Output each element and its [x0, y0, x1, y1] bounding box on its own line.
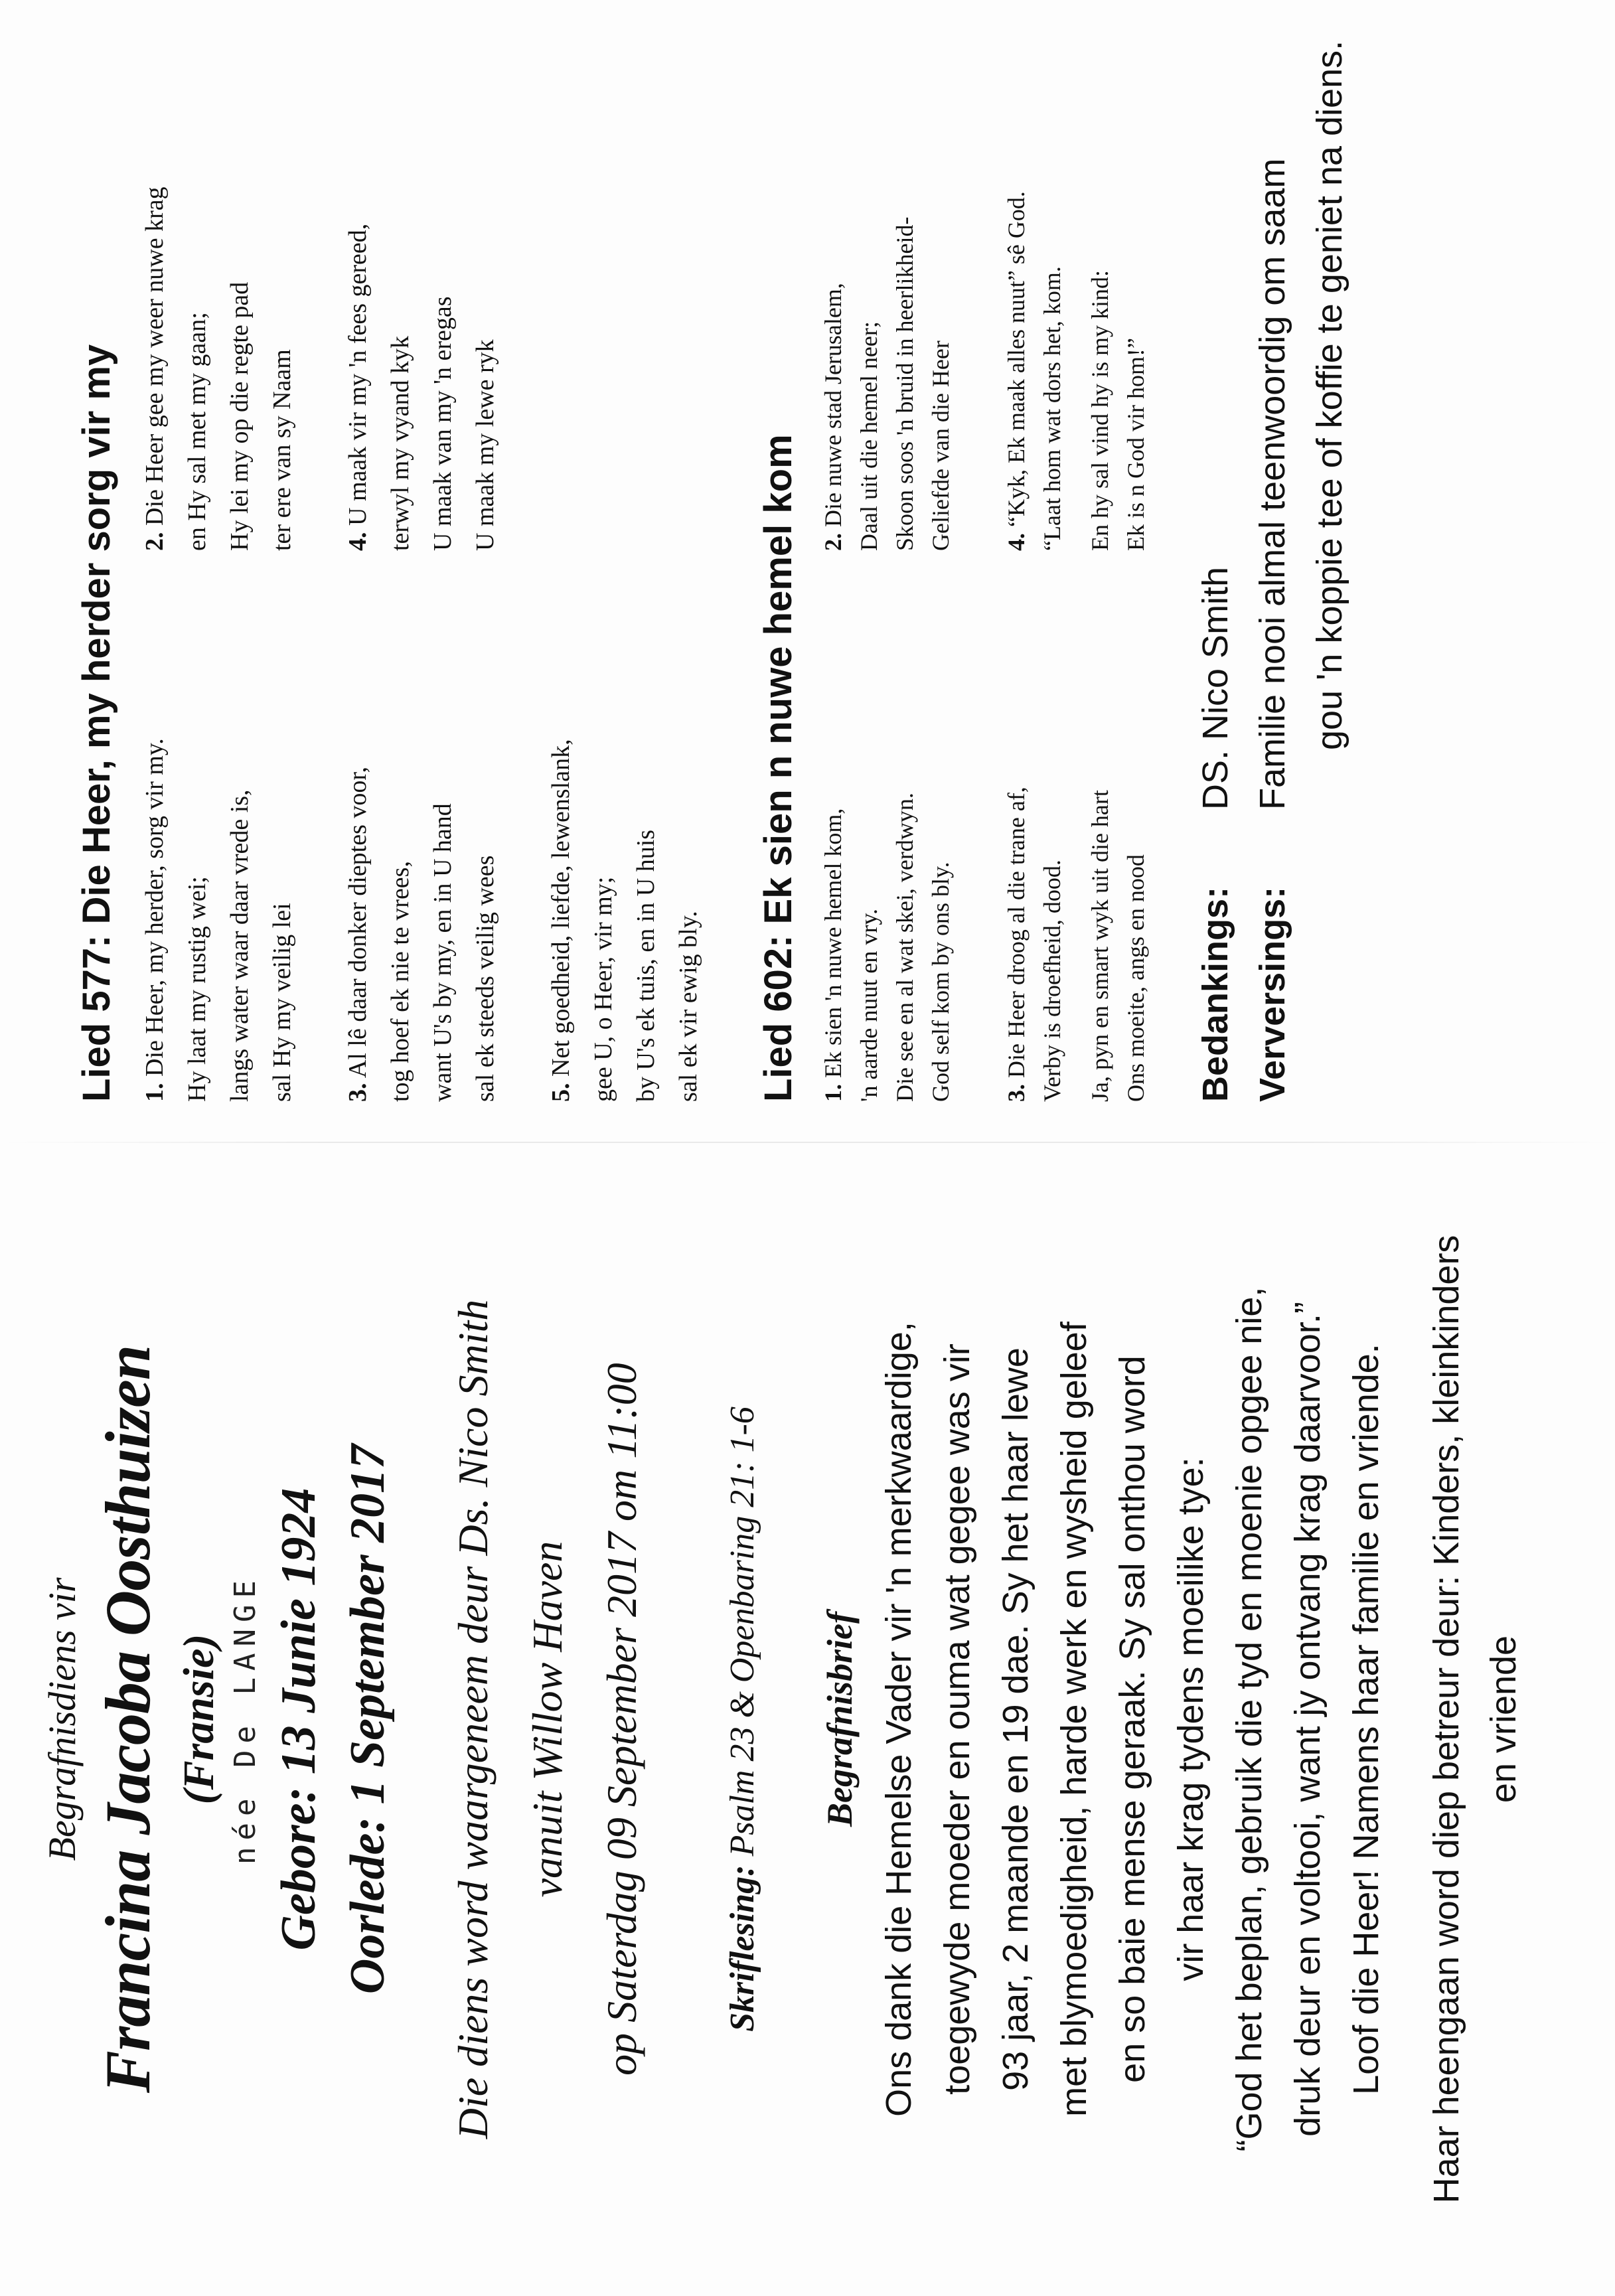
verse-line: want U's by my, en in U hand	[429, 803, 457, 1102]
letter-line: druk deur en voltooi, want jy ontvang krag daarvoor.”	[1288, 1302, 1328, 2137]
refreshments-label: Verversings:	[1253, 886, 1292, 1102]
verse	[337, 577, 506, 1102]
refreshments-line: gou 'n koppie tee of koffie te geniet na diens.	[1310, 40, 1349, 750]
verse-line: “Kyk, Ek maak alles nuut” sê God.	[1003, 191, 1030, 527]
verse-line: gee U, o Heer, vir my;	[589, 876, 617, 1102]
letter-line: Ons dank die Hemelse Vader vir 'n merkwaardige,	[879, 1322, 919, 2117]
letter-line: en so baie mense geraak. Sy sal onthou word	[1113, 1355, 1152, 2083]
page-fold-line	[0, 1142, 1615, 1143]
verse-line: U maak van my 'n eregas	[429, 296, 457, 551]
verse	[133, 577, 303, 1102]
verse-line: terwyl my vyand kyk	[386, 335, 414, 551]
death-date: Oorlede: 1 September 2017	[341, 1444, 395, 1995]
verse-number: 3.	[344, 1083, 372, 1102]
verse-line: Daal uit die hemel neer;	[856, 321, 882, 551]
verse-number: 1.	[141, 1083, 169, 1102]
verse-line: sal Hy my veilig lei	[268, 903, 296, 1102]
hymn-602-title: Lied 602: Ek sien n nuwe hemel kom	[757, 434, 800, 1102]
verse-line: God self kom by ons bly.	[927, 862, 954, 1102]
verse-spacer	[1070, 27, 1082, 551]
letter-line: toegewyde moeder en ouma wat gegee was vir	[937, 1343, 977, 2095]
verse-line: U maak my lewe ryk	[471, 339, 499, 551]
verse-line: Hy laat my rustig wei;	[183, 876, 211, 1102]
verse-number: 2.	[820, 533, 846, 551]
verse-line: ter ere van sy Naam	[268, 349, 296, 551]
handwritten-maiden-name: née De LANGE	[228, 1574, 262, 1865]
verse-line: Skoon soos 'n bruid in heerlikheid-	[891, 216, 918, 551]
verse-line: Ons moeite, angs en nood	[1122, 854, 1149, 1102]
service-line: op Saterdag 09 September 2017 om 11:00	[598, 1363, 645, 2076]
verse-line: U maak vir my 'n fees gereed,	[344, 223, 372, 526]
verse-line: tog hoef ek nie te vrees,	[386, 861, 414, 1102]
scripture-reading	[723, 1175, 762, 2263]
nickname: (Fransie)	[175, 1634, 223, 1805]
verse-number: 1.	[820, 1084, 846, 1102]
verse-number: 3.	[1003, 1084, 1030, 1102]
verse	[998, 27, 1154, 551]
verse-number: 4.	[344, 532, 372, 551]
verse-line: Ek is n God vir hom!”	[1122, 338, 1149, 551]
verse	[815, 27, 959, 551]
deceased-name: Francina Jacoba Oosthuizen	[92, 1345, 163, 2094]
service-details	[436, 1175, 659, 2263]
refreshments-line: Familie nooi almal teenwoordig om saam	[1253, 158, 1292, 810]
verse-line: Die Heer droog al die trane af,	[1003, 787, 1030, 1078]
footer-line: Haar heengaan word diep betreur deur: Kinders, kleinkinders	[1426, 1235, 1466, 2204]
verse-line: Die nuwe stad Jerusalem,	[820, 283, 846, 527]
verse-line: Die Heer gee my weer nuwe krag	[141, 187, 169, 526]
letter-line: Loof die Heer! Namens haar familie en vriende.	[1346, 1343, 1386, 2095]
verse	[998, 577, 1154, 1102]
letter-line: 93 jaar, 2 maande en 19 dae. Sy het haar lewe	[996, 1347, 1036, 2091]
verse	[133, 27, 303, 551]
verse-spacer	[1070, 577, 1082, 1102]
letter-line: met blymoedigheid, harde werk en wysheid geleef	[1054, 1322, 1094, 2117]
verse-line: 'n aarde nuut en vry.	[856, 908, 882, 1102]
verse-line: Ja, pyn en smart wyk uit die hart	[1087, 790, 1113, 1102]
verse-line: “Laat hom wat dors het, kom.	[1039, 266, 1065, 551]
verse-line: Al lê daar donker dieptes voor,	[344, 766, 372, 1079]
scripture-label: Skriflesing:	[724, 1865, 761, 2032]
service-line: Die diens word waargeneem deur Ds. Nico Smith	[449, 1299, 497, 2139]
verse-line: by U's ek tuis, en in U huis	[632, 829, 660, 1102]
verse	[337, 27, 506, 551]
thanks-label: Bedankings:	[1195, 886, 1235, 1102]
service-line: vanuit Willow Haven	[524, 1541, 571, 1898]
verse	[540, 577, 710, 1102]
funeral-letter	[870, 1175, 1395, 2263]
footer-line: en vriende	[1484, 1635, 1523, 1803]
hymns-page	[66, 27, 1567, 1102]
verse-line: Die Heer, my herder, sorg vir my.	[141, 738, 169, 1077]
verse-number: 2.	[141, 532, 169, 551]
letter-line: “God het beplan, gebruik die tyd en moenie opgee nie,	[1229, 1286, 1269, 2152]
verse-line: Hy lei my op die regte pad	[226, 281, 254, 551]
mourners-line	[1418, 1175, 1532, 2263]
intro-line: Begrafnisdiens vir	[40, 1577, 84, 1861]
hymn-602-verses	[815, 27, 1154, 1102]
verse-line: sal ek vir ewig bly.	[674, 911, 702, 1102]
verse-line: langs water waar daar vrede is,	[226, 789, 254, 1102]
hymn-577-verses	[133, 27, 710, 1102]
verse-line: en Hy sal met my gaan;	[183, 312, 211, 551]
birth-date: Gebore: 13 Junie 1924	[271, 1488, 326, 1951]
thanks-value: DS. Nico Smith	[1195, 566, 1235, 810]
verse	[815, 577, 959, 1102]
funeral-letter-heading: Begrafnisbrief	[820, 1612, 860, 1827]
front-cover	[27, 1175, 1606, 2263]
closing-notes	[1187, 27, 1358, 1102]
verse-line: Verby is droefheid, dood.	[1039, 860, 1065, 1102]
letter-line: vir haar krag tydens moeilike tye:	[1171, 1457, 1211, 1981]
hymn-577-title: Lied 577: Die Heer, my herder sorg vir my	[75, 344, 118, 1102]
verse-line: Geliefde van die Heer	[927, 341, 954, 551]
verse-line: sal ek steeds veilig wees	[471, 855, 499, 1102]
verse-line: Die see en al wat skei, verdwyn.	[891, 793, 918, 1102]
verse-number: 4.	[1003, 533, 1030, 551]
verse-number: 5.	[547, 1083, 575, 1102]
scripture-text: Psalm 23 & Openbaring 21: 1-6	[724, 1407, 761, 1857]
verse-line: Net goedheid, liefde, lewenslank,	[547, 739, 575, 1077]
verse-line: En hy sal vind hy is my kind:	[1087, 270, 1113, 551]
verse-line: Ek sien 'n nuwe hemel kom,	[820, 808, 846, 1078]
